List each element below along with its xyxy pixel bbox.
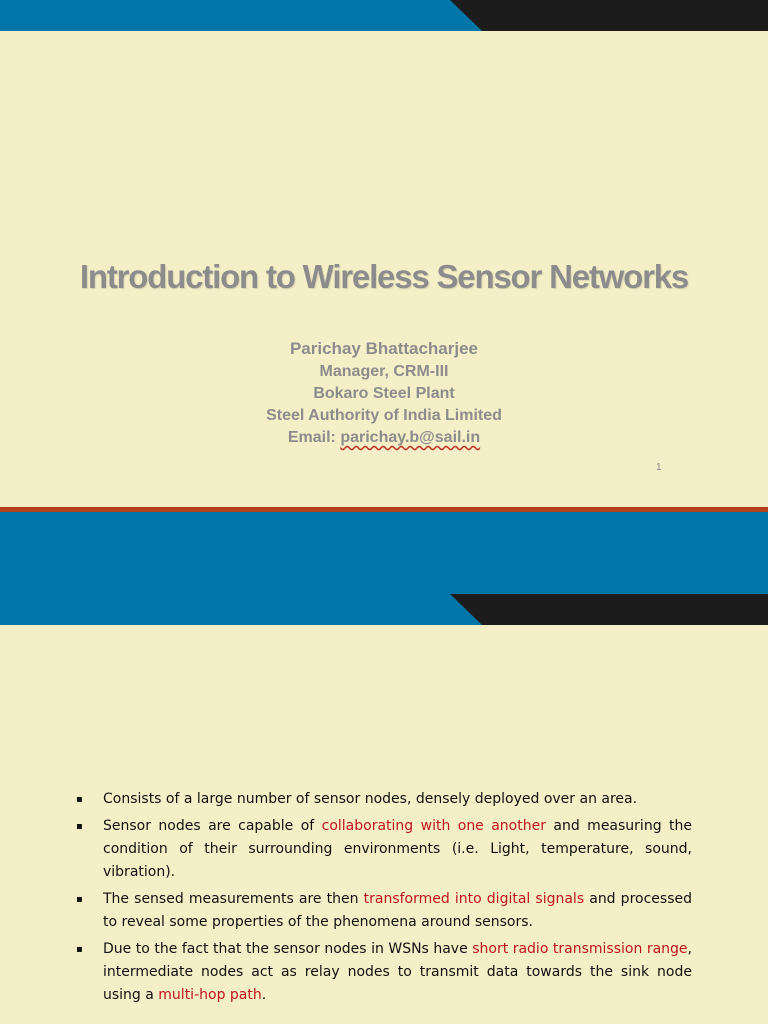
- slide-title: Introduction to Wireless Sensor Networks: [79, 258, 689, 295]
- bullet-marker: ▪: [76, 944, 83, 955]
- bullet-marker: ▪: [76, 821, 83, 832]
- bullet-text: Sensor nodes are capable of: [103, 818, 322, 834]
- bullet-item: [76, 938, 692, 1007]
- bullet-text: and processed to reveal some properties of the phenomena around sensors.: [103, 891, 692, 930]
- author-plant: Bokaro Steel Plant: [313, 385, 455, 402]
- bullet-highlight: transformed into digital signals: [363, 891, 585, 907]
- author-email: [0, 427, 768, 449]
- bullet-text: and measuring the condition of their surrounding environments (i.e. Light, temperature, sound, vibration).: [103, 818, 692, 880]
- page-number: 1: [656, 462, 662, 473]
- author-role: Manager, CRM-III: [319, 363, 449, 380]
- bullet-text: Consists of a large number of sensor nodes, densely deployed over an area.: [103, 791, 638, 807]
- bullet-item: [76, 788, 692, 811]
- bullet-highlight: short radio transmission range: [472, 941, 688, 957]
- header-black-bar: [450, 594, 768, 625]
- bullet-list: [76, 788, 692, 1011]
- bullet-marker: ▪: [76, 894, 83, 905]
- bullet-item: [76, 888, 692, 934]
- content-slide: [0, 512, 768, 1024]
- email-label: Email:: [287, 429, 341, 446]
- top-black-bar: [450, 0, 768, 31]
- bullet-highlight: collaborating with one another: [321, 818, 546, 834]
- bullet-text: .: [261, 987, 267, 1003]
- bullet-item: [76, 815, 692, 884]
- author-info: [0, 337, 768, 449]
- author-name: Parichay Bhattacharjee: [289, 339, 479, 358]
- bullet-text: The sensed measurements are then: [103, 891, 364, 907]
- bullet-text: , intermediate nodes act as relay nodes to transmit data towards the sink node using a: [103, 941, 692, 1003]
- author-organization: Steel Authority of India Limited: [266, 407, 502, 424]
- bullet-text: Due to the fact that the sensor nodes in WSNs have: [103, 941, 473, 957]
- bullet-highlight: multi-hop path: [158, 987, 262, 1003]
- email-link[interactable]: parichay.b@sail.in: [340, 429, 481, 446]
- bullet-marker: ▪: [76, 794, 83, 805]
